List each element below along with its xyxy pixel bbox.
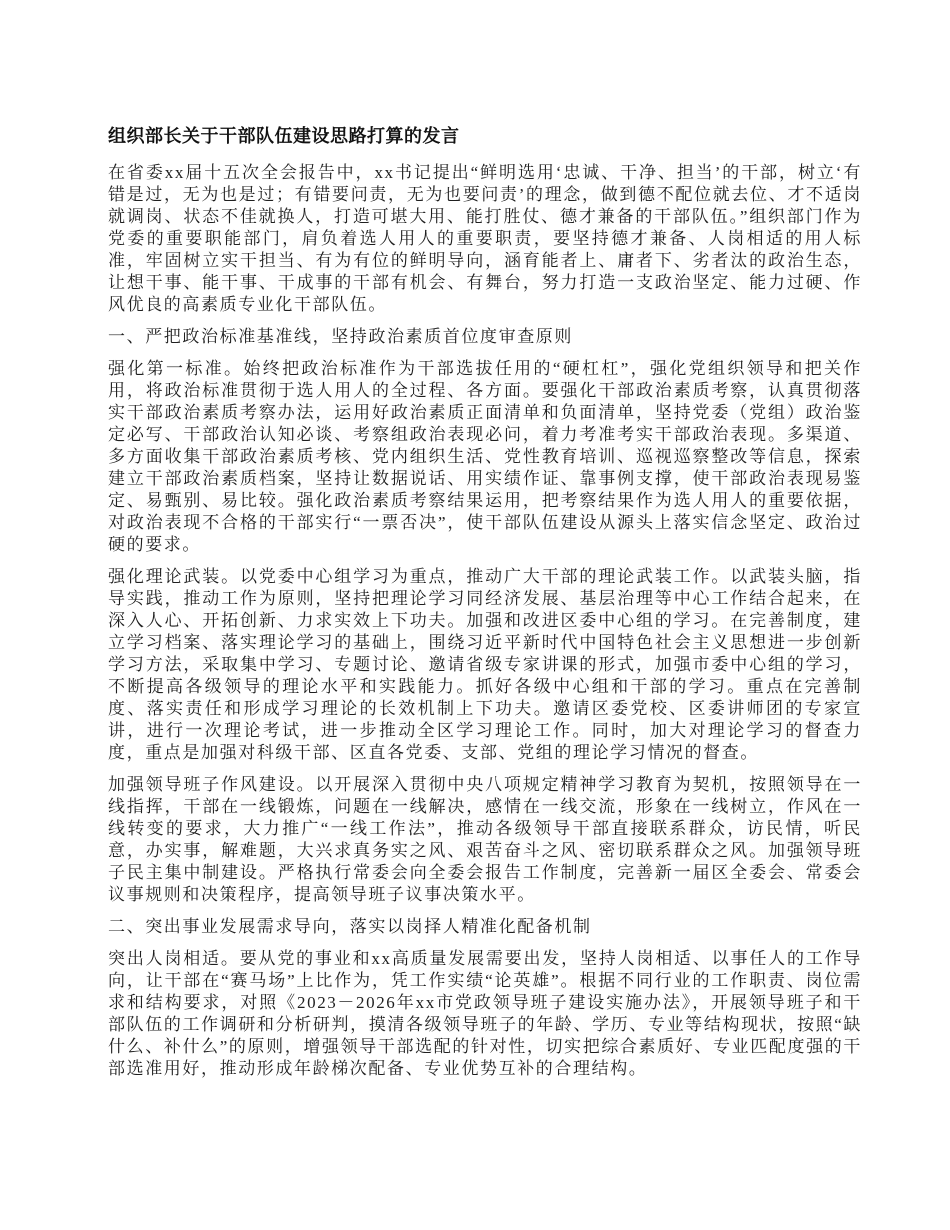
paragraph-intro: 在省委xx届十五次全会报告中，xx书记提出“鲜明选用‘忠诚、干净、担当’的干部，树立‘有错是过，无为也是过；有错要问责，无为也要问责’的理念，做到德不配位就去位、才不适岗就调岗、状态不佳就换人，打造可堪大用、能打胜仗、德才兼备的干部队伍。”组织部门作为党委的重要职能部门，肩负着选人用人的重要职责，要坚持德才兼备、人岗相适的用人标准，牢固树立实干担当、有为有位的鲜明导向，涵育能者上、庸者下、劣者汰的政治生态，让想干事、能干事、干成事的干部有机会、有舞台，努力打造一支政治坚定、能力过硬、作风优良的高素质专业化干部队伍。 xyxy=(108,163,862,314)
paragraph-work-style: 加强领导班子作风建设。以开展深入贯彻中央八项规定精神学习教育为契机，按照领导在一线指挥，干部在一线锻炼，问题在一线解决，感情在一线交流，形象在一线树立，作风在一线转变的要求，大力推广“一线工作法”，推动各级领导干部直接联系群众，访民情，听民意，办实事，解难题，大兴求真务实之风、艰苦奋斗之风、密切联系群众之风。加强领导班子民主集中制建设。严格执行常委会向全委会报告工作制度，完善新一届区全委会、常委会议事规则和决策程序，提高领导班子议事决策水平。 xyxy=(108,775,862,904)
document-title: 组织部长关于干部队伍建设思路打算的发言 xyxy=(108,126,460,146)
section-heading-1: 一、严把政治标准基准线，坚持政治素质首位度审查原则 xyxy=(108,327,573,346)
section-heading-2: 二、突出事业发展需求导向，落实以岗择人精准化配备机制 xyxy=(108,917,592,936)
paragraph-political-standard: 强化第一标准。始终把政治标准作为干部选拔任用的“硬杠杠”，强化党组织领导和把关作用，将政治标准贯彻于选人用人的全过程、各方面。要强化干部政治素质考察，认真贯彻落实干部政治素质考察办法，运用好政治素质正面清单和负面清单，坚持党委（党组）政治鉴定必写、干部政治认知必谈、考察组政治表现必问，着力考准考实干部政治表现。多渠道、多方面收集干部政治素质考核、党内组织生活、党性教育培训、巡视巡察整改等信息，探索建立干部政治素质档案，坚持让数据说话、用实绩作证、靠事例支撑，使干部政治表现易鉴定、易甄别、易比较。强化政治素质考察结果运用，把考察结果作为选人用人的重要依据，对政治表现不合格的干部实行“一票否决”，使干部队伍建设从源头上落实信念坚定、政治过硬的要求。 xyxy=(108,359,862,554)
paragraph-theory-arming: 强化理论武装。以党委中心组学习为重点，推动广大干部的理论武装工作。以武装头脑，指导实践，推动工作为原则，坚持把理论学习同经济发展、基层治理等中心工作结合起来，在深入人心、开拓创新、力求实效上下功夫。加强和改进区委中心组的学习。在完善制度，建立学习档案、落实理论学习的基础上，围绕习近平新时代中国特色社会主义思想进一步创新学习方法，采取集中学习、专题讨论、邀请省级专家讲课的形式，加强市委中心组的学习，不断提高各级领导的理论水平和实践能力。抓好各级中心组和干部的学习。重点在完善制度、落实责任和形成学习理论的长效机制上下功夫。邀请区委党校、区委讲师团的专家宣讲，进行一次理论考试，进一步推动全区学习理论工作。同时，加大对理论学习的督查力度，重点是加强对科级干部、区直各党委、支部、党组的理论学习情况的督查。 xyxy=(108,567,862,762)
paragraph-post-matching: 突出人岗相适。要从党的事业和xx高质量发展需要出发，坚持人岗相适、以事任人的工作导向，让干部在“赛马场”上比作为，凭工作实绩“论英雄”。根据不同行业的工作职责、岗位需求和结构要求，对照《2023－2026年xx市党政领导班子建设实施办法》，开展领导班子和干部队伍的工作调研和分析研判，摸清各级领导班子的年龄、学历、专业等结构现状，按照“缺什么、补什么”的原则，增强领导干部选配的针对性，切实把综合素质好、专业匹配度强的干部选准用好，推动形成年龄梯次配备、专业优势互补的合理结构。 xyxy=(108,949,862,1078)
